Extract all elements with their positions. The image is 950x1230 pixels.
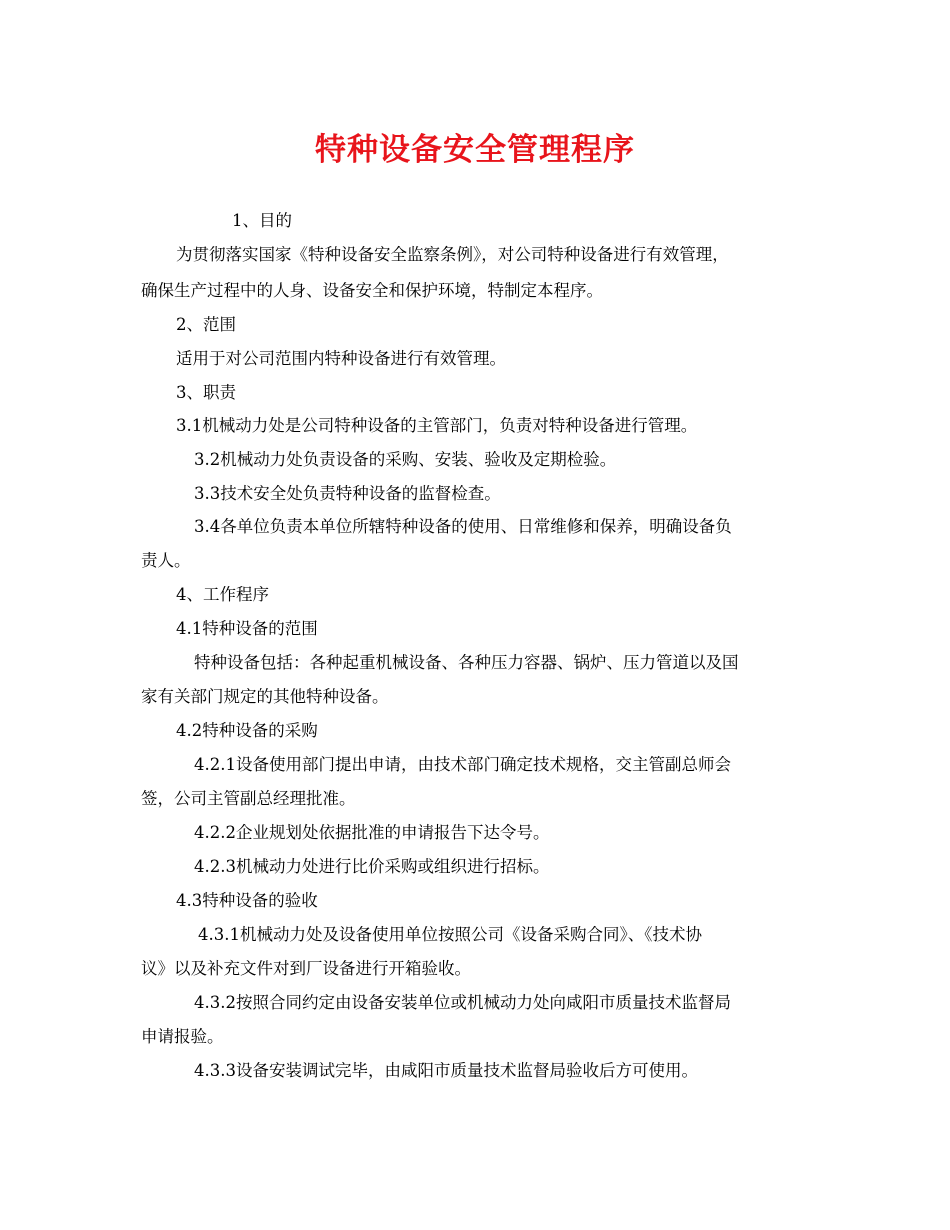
paragraph-line: 3.2机械动力处负责设备的采购、安装、验收及定期检验。 <box>194 450 617 469</box>
paragraph-line: 家有关部门规定的其他特种设备。 <box>141 687 389 706</box>
paragraph-line: 签，公司主管副总经理批准。 <box>141 789 356 808</box>
paragraph-line: 特种设备包括：各种起重机械设备、各种压力容器、锅炉、压力管道以及国 <box>194 653 739 672</box>
paragraph-line: 申请报验。 <box>141 1027 224 1046</box>
paragraph-line: 3.1机械动力处是公司特种设备的主管部门，负责对特种设备进行管理。 <box>176 416 698 435</box>
section-heading-responsibilities: 3、职责 <box>176 383 236 402</box>
paragraph-line: 4.2.1设备使用部门提出申请，由技术部门确定技术规格，交主管副总师会 <box>194 755 731 774</box>
paragraph-line: 4.3.2按照合同约定由设备安装单位或机械动力处向咸阳市质量技术监督局 <box>194 993 731 1012</box>
paragraph-line: 适用于对公司范围内特种设备进行有效管理。 <box>176 349 506 368</box>
paragraph-line: 3.3技术安全处负责特种设备的监督检查。 <box>194 484 501 503</box>
section-heading-procedure: 4、工作程序 <box>176 585 269 604</box>
document-title: 特种设备安全管理程序 <box>315 132 635 168</box>
paragraph-line: 4.2.3机械动力处进行比价采购或组织进行招标。 <box>194 857 550 876</box>
paragraph-line: 议》以及补充文件对到厂设备进行开箱验收。 <box>141 959 471 978</box>
paragraph-line: 4.3.3设备安装调试完毕，由咸阳市质量技术监督局验收后方可使用。 <box>194 1061 698 1080</box>
section-heading-purpose: 1、目的 <box>232 211 292 230</box>
paragraph-line: 责人。 <box>141 551 191 570</box>
paragraph-line: 4.2.2企业规划处依据批准的申请报告下达令号。 <box>194 823 550 842</box>
paragraph-line: 3.4各单位负责本单位所辖特种设备的使用、日常维修和保养，明确设备负 <box>194 517 732 536</box>
paragraph-line: 确保生产过程中的人身、设备安全和保护环境，特制定本程序。 <box>141 281 603 300</box>
subsection-heading: 4.1特种设备的范围 <box>176 619 318 638</box>
paragraph-line: 为贯彻落实国家《特种设备安全监察条例》，对公司特种设备进行有效管理， <box>176 245 729 264</box>
subsection-heading: 4.2特种设备的采购 <box>176 721 318 740</box>
section-heading-scope: 2、范围 <box>176 315 236 334</box>
paragraph-line: 4.3.1机械动力处及设备使用单位按照公司《设备采购合同》、《技术协 <box>198 925 702 944</box>
subsection-heading: 4.3特种设备的验收 <box>176 891 318 910</box>
